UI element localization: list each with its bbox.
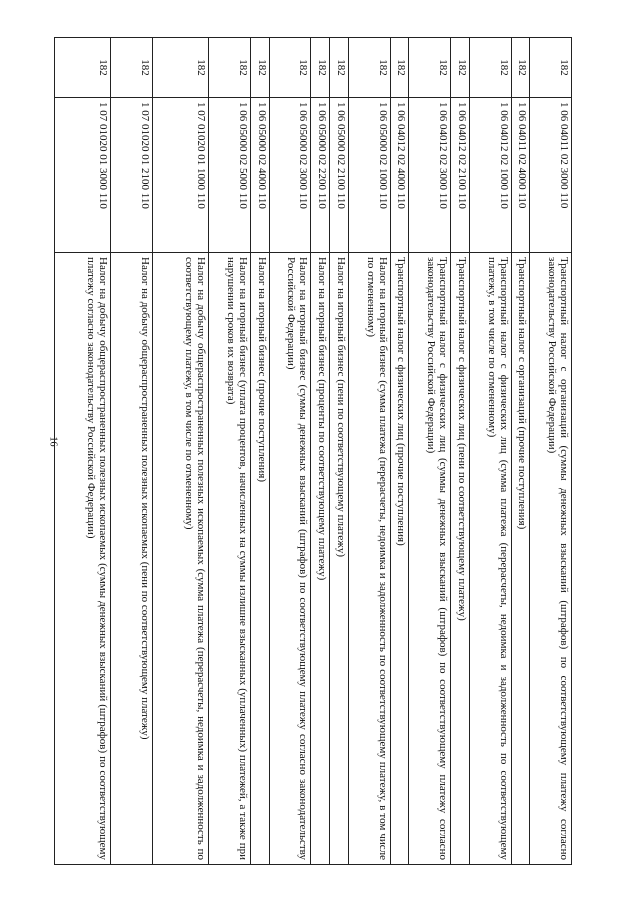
admin-code-cell: 182	[530, 38, 572, 98]
table-row	[530, 38, 572, 865]
budget-code-cell: 1 06 05000 02 1000 110	[349, 98, 391, 253]
table-row	[409, 38, 451, 865]
page-number: 16	[47, 436, 59, 447]
admin-code-cell: 182	[390, 38, 409, 98]
admin-code-cell: 182	[349, 38, 391, 98]
budget-code-cell: 1 06 04012 02 2100 110	[451, 98, 470, 253]
income-name-cell: Налог на игорный бизнес (уплата процентов, начисленных на суммы излишне взысканных (уплаченных) платежей, а также при нарушении сроков их возврата)	[209, 253, 251, 865]
budget-code-cell: 1 06 05000 02 4000 110	[251, 98, 270, 253]
income-name-cell: Транспортный налог с организаций (суммы денежных взысканий (штрафов) по соответствующему платежу согласно законодательству Российской Федерации)	[530, 253, 572, 865]
budget-code-cell: 1 06 04012 02 3000 110	[409, 98, 451, 253]
income-name-cell: Налог на игорный бизнес (пени по соответствующему платежу)	[330, 253, 349, 865]
budget-code-cell: 1 07 01020 01 3000 110	[55, 98, 111, 253]
admin-code-cell: 182	[55, 38, 111, 98]
budget-code-cell: 1 07 01020 01 2100 110	[111, 98, 153, 253]
table-row	[153, 38, 209, 865]
income-name-cell: Налог на добычу общераспространенных полезных ископаемых (сумма платежа (перерасчеты, недоимка и задолженность по соответствующему платежу, в том числе по отмененному)	[153, 253, 209, 865]
income-name-cell: Налог на добычу общераспространенных полезных ископаемых (суммы денежных взысканий (штрафов) по соответствующему платежу согласно законодательству Российской Федерации)	[55, 253, 111, 865]
table-row	[330, 38, 349, 865]
income-name-cell: Транспортный налог с организаций (прочие поступления)	[511, 253, 530, 865]
budget-code-cell: 1 06 05000 02 5000 110	[209, 98, 251, 253]
admin-code-cell: 182	[153, 38, 209, 98]
table-row	[390, 38, 409, 865]
table-row	[451, 38, 470, 865]
budget-code-cell: 1 06 05000 02 2100 110	[330, 98, 349, 253]
table-row	[111, 38, 153, 865]
table-row	[469, 38, 511, 865]
admin-code-cell: 182	[111, 38, 153, 98]
table-row	[349, 38, 391, 865]
income-name-cell: Налог на игорный бизнес (суммы денежных взысканий (штрафов) по соответствующему платежу согласно законодательству Российской Федерации)	[269, 253, 311, 865]
admin-code-cell: 182	[451, 38, 470, 98]
income-name-cell: Транспортный налог с физических лиц (сумма платежа (перерасчеты, недоимка и задолженность по соответствующему платежу, в том числе по отмененному)	[469, 253, 511, 865]
table-body	[55, 38, 572, 865]
admin-code-cell: 182	[251, 38, 270, 98]
admin-code-cell: 182	[511, 38, 530, 98]
budget-code-cell: 1 06 05000 02 2200 110	[311, 98, 330, 253]
income-name-cell: Транспортный налог с физических лиц (прочие поступления)	[390, 253, 409, 865]
income-name-cell: Транспортный налог с физических лиц (пени по соответствующему платежу)	[451, 253, 470, 865]
budget-code-cell: 1 06 04011 02 3000 110	[530, 98, 572, 253]
budget-code-cell: 1 06 05000 02 3000 110	[269, 98, 311, 253]
table-row	[55, 38, 111, 865]
table-row	[251, 38, 270, 865]
table-row	[511, 38, 530, 865]
admin-code-cell: 182	[269, 38, 311, 98]
admin-code-cell: 182	[209, 38, 251, 98]
table-row	[209, 38, 251, 865]
budget-code-table	[54, 37, 572, 865]
budget-code-cell: 1 07 01020 01 1000 110	[153, 98, 209, 253]
budget-code-cell: 1 06 04011 02 4000 110	[511, 98, 530, 253]
income-name-cell: Налог на игорный бизнес (проценты по соответствующему платежу)	[311, 253, 330, 865]
table-container	[54, 37, 572, 865]
income-name-cell: Налог на добычу общераспространенных полезных ископаемых (пени по соответствующему платежу)	[111, 253, 153, 865]
income-name-cell: Налог на игорный бизнес (прочие поступления)	[251, 253, 270, 865]
table-row	[269, 38, 311, 865]
admin-code-cell: 182	[409, 38, 451, 98]
budget-code-cell: 1 06 04012 02 4000 110	[390, 98, 409, 253]
admin-code-cell: 182	[330, 38, 349, 98]
admin-code-cell: 182	[469, 38, 511, 98]
admin-code-cell: 182	[311, 38, 330, 98]
income-name-cell: Налог на игорный бизнес (сумма платежа (перерасчеты, недоимка и задолженность по соответствующему платежу, в том числе по отмененному)	[349, 253, 391, 865]
table-row	[311, 38, 330, 865]
budget-code-cell: 1 06 04012 02 1000 110	[469, 98, 511, 253]
income-name-cell: Транспортный налог с физических лиц (суммы денежных взысканий (штрафов) по соответствующему платежу согласно законодательству Российской Федерации)	[409, 253, 451, 865]
